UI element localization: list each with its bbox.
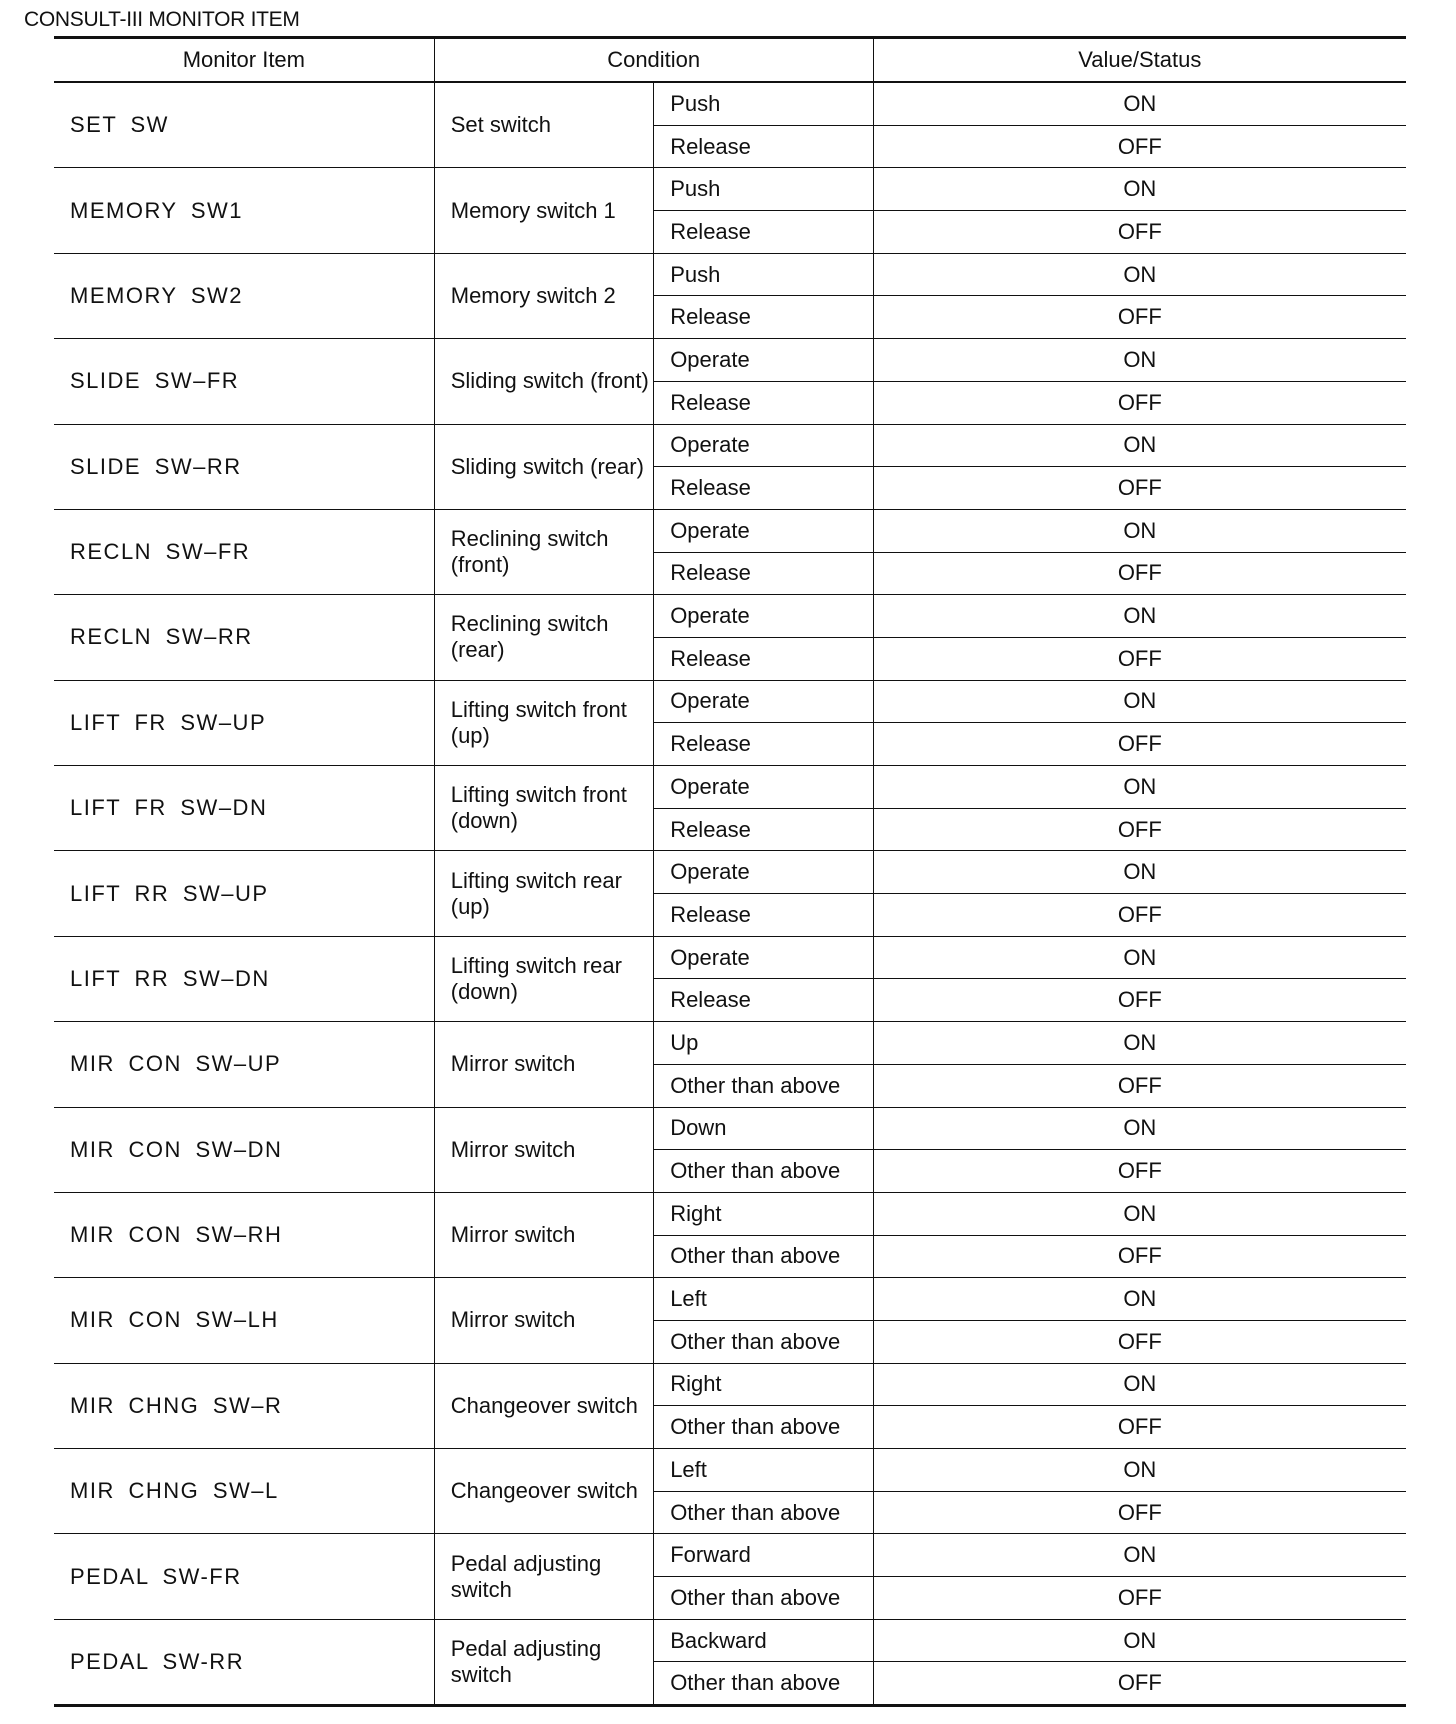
condition-state-cell: Operate [654, 509, 873, 552]
condition-state-cell: Release [654, 211, 873, 254]
monitor-item-cell: MIR CON SW–LH [54, 1278, 434, 1363]
condition-state-cell: Left [654, 1449, 873, 1492]
value-status-cell: ON [873, 936, 1406, 979]
monitor-item-cell: MEMORY SW1 [54, 168, 434, 253]
table-row [54, 1022, 1406, 1065]
condition-cell: Lifting switch rear (down) [434, 936, 653, 1021]
value-status-cell: ON [873, 1363, 1406, 1406]
monitor-item-cell: MEMORY SW2 [54, 253, 434, 338]
value-status-cell: OFF [873, 467, 1406, 510]
value-status-cell: OFF [873, 1662, 1406, 1706]
condition-state-cell: Other than above [654, 1491, 873, 1534]
condition-cell: Lifting switch rear (up) [434, 851, 653, 936]
monitor-item-cell: MIR CHNG SW–R [54, 1363, 434, 1448]
value-status-cell: ON [873, 82, 1406, 125]
condition-state-cell: Release [654, 125, 873, 168]
condition-state-cell: Release [654, 637, 873, 680]
value-status-cell: OFF [873, 1150, 1406, 1193]
condition-state-cell: Other than above [654, 1662, 873, 1706]
condition-state-cell: Release [654, 894, 873, 937]
condition-state-cell: Release [654, 381, 873, 424]
condition-state-cell: Operate [654, 936, 873, 979]
value-status-cell: OFF [873, 1320, 1406, 1363]
monitor-item-cell: SLIDE SW–FR [54, 339, 434, 424]
condition-state-cell: Other than above [654, 1064, 873, 1107]
monitor-item-cell: SET SW [54, 82, 434, 168]
value-status-cell: ON [873, 509, 1406, 552]
condition-state-cell: Down [654, 1107, 873, 1150]
condition-cell: Memory switch 1 [434, 168, 653, 253]
condition-state-cell: Forward [654, 1534, 873, 1577]
value-status-cell: OFF [873, 723, 1406, 766]
header-row [54, 38, 1406, 83]
value-status-cell: OFF [873, 1577, 1406, 1620]
condition-state-cell: Operate [654, 851, 873, 894]
monitor-item-cell: RECLN SW–FR [54, 509, 434, 594]
condition-cell: Lifting switch front (down) [434, 766, 653, 851]
table-row [54, 1449, 1406, 1492]
value-status-cell: ON [873, 1107, 1406, 1150]
condition-cell: Reclining switch (front) [434, 509, 653, 594]
value-status-cell: OFF [873, 1491, 1406, 1534]
condition-state-cell: Operate [654, 595, 873, 638]
value-status-cell: OFF [873, 1406, 1406, 1449]
monitor-item-cell: LIFT RR SW–DN [54, 936, 434, 1021]
condition-cell: Sliding switch (front) [434, 339, 653, 424]
condition-cell: Pedal adjusting switch [434, 1534, 653, 1619]
condition-cell: Mirror switch [434, 1022, 653, 1107]
header-value-status: Value/Status [873, 38, 1406, 83]
condition-state-cell: Operate [654, 766, 873, 809]
table-row [54, 936, 1406, 979]
condition-state-cell: Right [654, 1192, 873, 1235]
condition-state-cell: Release [654, 296, 873, 339]
monitor-item-cell: MIR CON SW–UP [54, 1022, 434, 1107]
table-row [54, 509, 1406, 552]
monitor-item-cell: LIFT FR SW–DN [54, 766, 434, 851]
condition-cell: Pedal adjusting switch [434, 1619, 653, 1705]
monitor-item-cell: MIR CON SW–DN [54, 1107, 434, 1192]
value-status-cell: OFF [873, 552, 1406, 595]
document-title: CONSULT-III MONITOR ITEM [24, 8, 300, 31]
value-status-cell: OFF [873, 808, 1406, 851]
table-row [54, 1278, 1406, 1321]
condition-cell: Mirror switch [434, 1107, 653, 1192]
table-row [54, 851, 1406, 894]
condition-state-cell: Operate [654, 339, 873, 382]
monitor-item-cell: MIR CHNG SW–L [54, 1449, 434, 1534]
condition-state-cell: Other than above [654, 1150, 873, 1193]
table-row [54, 680, 1406, 723]
value-status-cell: ON [873, 253, 1406, 296]
condition-state-cell: Other than above [654, 1577, 873, 1620]
value-status-cell: ON [873, 1278, 1406, 1321]
monitor-item-cell: PEDAL SW-FR [54, 1534, 434, 1619]
condition-state-cell: Left [654, 1278, 873, 1321]
table-row [54, 339, 1406, 382]
condition-cell: Mirror switch [434, 1192, 653, 1277]
condition-state-cell: Release [654, 723, 873, 766]
table-row [54, 1192, 1406, 1235]
value-status-cell: ON [873, 168, 1406, 211]
condition-state-cell: Push [654, 82, 873, 125]
table-row [54, 1619, 1406, 1662]
value-status-cell: ON [873, 424, 1406, 467]
condition-state-cell: Push [654, 168, 873, 211]
condition-cell: Sliding switch (rear) [434, 424, 653, 509]
condition-state-cell: Operate [654, 680, 873, 723]
condition-state-cell: Other than above [654, 1235, 873, 1278]
monitor-item-cell: RECLN SW–RR [54, 595, 434, 680]
value-status-cell: OFF [873, 1235, 1406, 1278]
value-status-cell: ON [873, 766, 1406, 809]
condition-cell: Set switch [434, 82, 653, 168]
condition-cell: Memory switch 2 [434, 253, 653, 338]
table-row [54, 595, 1406, 638]
table-row [54, 1363, 1406, 1406]
table-row [54, 424, 1406, 467]
value-status-cell: ON [873, 680, 1406, 723]
value-status-cell: OFF [873, 1064, 1406, 1107]
monitor-item-cell: MIR CON SW–RH [54, 1192, 434, 1277]
condition-state-cell: Other than above [654, 1320, 873, 1363]
condition-state-cell: Release [654, 467, 873, 510]
header-condition: Condition [434, 38, 873, 83]
condition-cell: Changeover switch [434, 1449, 653, 1534]
condition-state-cell: Release [654, 552, 873, 595]
value-status-cell: OFF [873, 637, 1406, 680]
header-monitor-item: Monitor Item [54, 38, 434, 83]
table-row [54, 1107, 1406, 1150]
condition-state-cell: Operate [654, 424, 873, 467]
table-row [54, 1534, 1406, 1577]
condition-state-cell: Push [654, 253, 873, 296]
value-status-cell: ON [873, 851, 1406, 894]
monitor-item-cell: PEDAL SW-RR [54, 1619, 434, 1705]
condition-cell: Mirror switch [434, 1278, 653, 1363]
condition-state-cell: Release [654, 808, 873, 851]
table-row [54, 82, 1406, 125]
condition-state-cell: Other than above [654, 1406, 873, 1449]
monitor-item-cell: LIFT RR SW–UP [54, 851, 434, 936]
condition-cell: Changeover switch [434, 1363, 653, 1448]
condition-state-cell: Release [654, 979, 873, 1022]
value-status-cell: ON [873, 1449, 1406, 1492]
condition-state-cell: Right [654, 1363, 873, 1406]
value-status-cell: ON [873, 595, 1406, 638]
condition-state-cell: Up [654, 1022, 873, 1065]
value-status-cell: OFF [873, 894, 1406, 937]
condition-state-cell: Backward [654, 1619, 873, 1662]
value-status-cell: OFF [873, 979, 1406, 1022]
table-row [54, 168, 1406, 211]
value-status-cell: OFF [873, 381, 1406, 424]
table-row [54, 253, 1406, 296]
value-status-cell: OFF [873, 125, 1406, 168]
monitor-item-table [54, 36, 1406, 1707]
value-status-cell: ON [873, 1534, 1406, 1577]
value-status-cell: ON [873, 1619, 1406, 1662]
value-status-cell: ON [873, 1022, 1406, 1065]
value-status-cell: OFF [873, 296, 1406, 339]
monitor-item-cell: LIFT FR SW–UP [54, 680, 434, 765]
value-status-cell: OFF [873, 211, 1406, 254]
table-row [54, 766, 1406, 809]
condition-cell: Lifting switch front (up) [434, 680, 653, 765]
value-status-cell: ON [873, 1192, 1406, 1235]
condition-cell: Reclining switch (rear) [434, 595, 653, 680]
monitor-item-cell: SLIDE SW–RR [54, 424, 434, 509]
value-status-cell: ON [873, 339, 1406, 382]
